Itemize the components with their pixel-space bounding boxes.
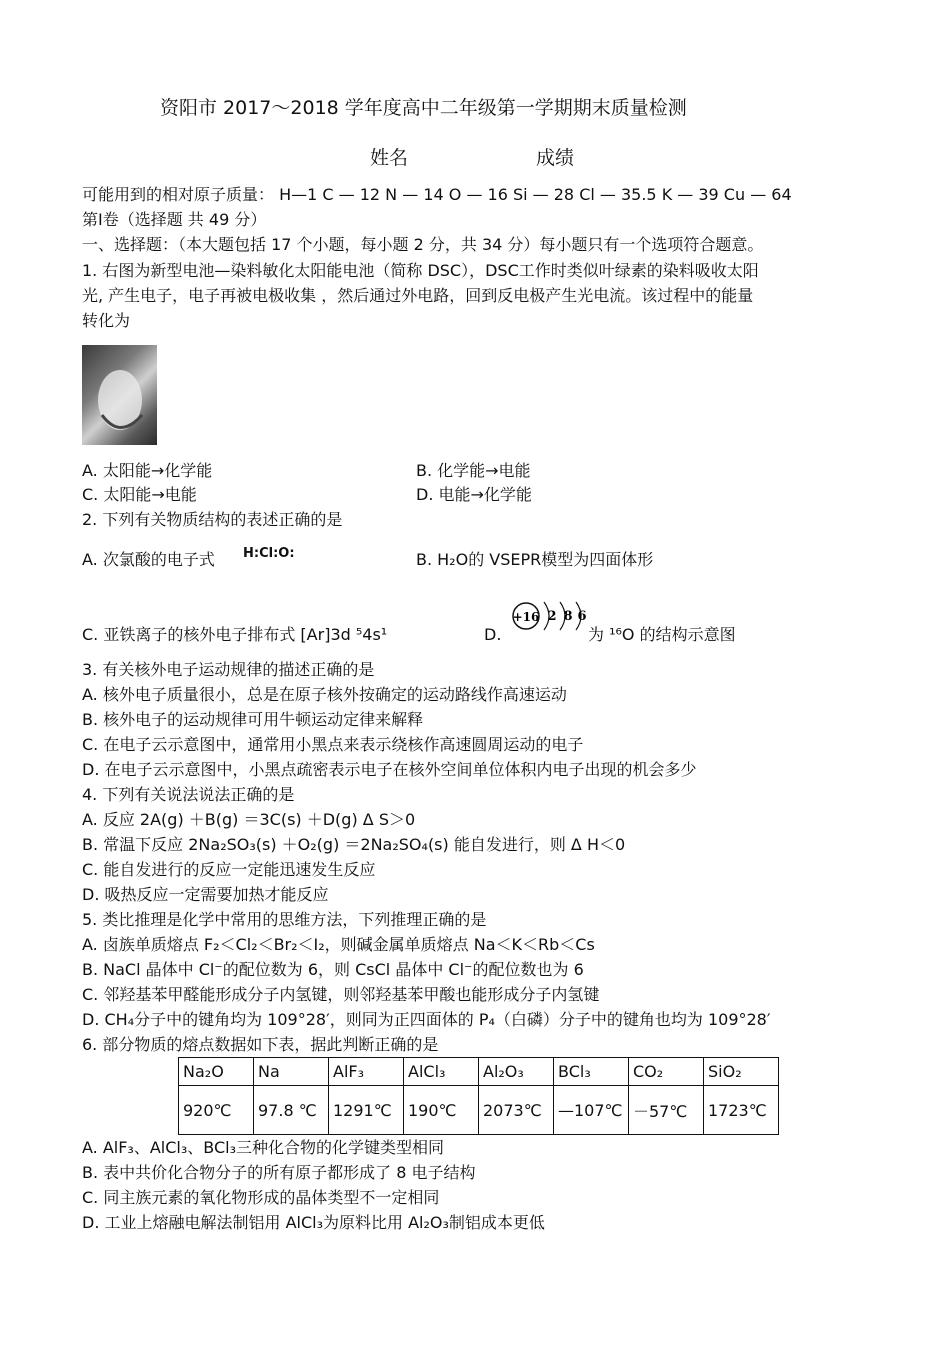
oxygen-structure-diagram [508,596,590,640]
q1-option-d: D. 电能→化学能 [416,485,532,504]
q5-option-d: D. CH₄分子中的键角均为 109°28′，则同为正四面体的 P₄（白磷）分子中的键角也均为 109°28′ [82,1010,771,1029]
table-cell: 97.8 ℃ [254,1086,329,1135]
table-header-cell: AlF₃ [329,1058,404,1086]
part-instructions: 一、选择题：（本大题包括 17 个小题，每小题 2 分，共 34 分）每小题只有一个选项符合题意。 [82,235,764,254]
shell-2: 8 [563,609,573,624]
q6-option-a: A. AlF₃、AlCl₃、BCl₃三种化合物的化学键类型相同 [82,1138,444,1157]
dsc-cell-photo [82,345,157,445]
q2-option-d-tail: 为 ¹⁶O 的结构示意图 [588,625,736,644]
q4-option-c: C. 能自发进行的反应一定能迅速发生反应 [82,860,376,879]
q2-option-d: D. [484,625,502,644]
table-header-cell: BCl₃ [554,1058,629,1086]
table-header-cell: Al₂O₃ [479,1058,554,1086]
table-cell: 2073℃ [479,1086,554,1135]
q6-stem: 6. 部分物质的熔点数据如下表，据此判断正确的是 [82,1035,439,1054]
q4-option-a: A. 反应 2A(g) ＋B(g) ＝3C(s) ＋D(g) Δ S＞0 [82,810,416,829]
table-cell: －57℃ [629,1086,704,1135]
atomic-mass-line: 可能用到的相对原子质量： H—1 C — 12 N — 14 O — 16 Si — 28 Cl — 35.5 K — 39 Cu — 64 [82,185,792,204]
q1-stem-line3: 转化为 [82,311,131,330]
q2-option-a: A. 次氯酸的电子式 [82,550,215,569]
q1-stem-line1: 1. 右图为新型电池—染料敏化太阳能电池（简称 DSC），DSC工作时类似叶绿素的染料吸收太阳 [82,261,759,280]
melting-point-table [178,1057,779,1135]
q5-stem: 5. 类比推理是化学中常用的思维方法，下列推理正确的是 [82,910,487,929]
q4-option-d: D. 吸热反应一定需要加热才能反应 [82,885,329,904]
table-cell: 1291℃ [329,1086,404,1135]
table-header-cell: AlCl₃ [404,1058,479,1086]
table-header-cell: SiO₂ [704,1058,779,1086]
q1-option-a: A. 太阳能→化学能 [82,461,213,480]
q1-option-b: B. 化学能→电能 [416,461,531,480]
q1-option-c: C. 太阳能→电能 [82,485,197,504]
shell-1: 2 [547,609,557,624]
q2-option-b: B. H₂O的 VSEPR模型为四面体形 [416,550,654,569]
table-header-cell: Na [254,1058,329,1086]
hclo-electron-formula: H:Cl:O: [243,546,295,561]
q6-option-d: D. 工业上熔融电解法制铝用 AlCl₃为原料比用 Al₂O₃制铝成本更低 [82,1213,545,1232]
q3-option-b: B. 核外电子的运动规律可用牛顿运动定律来解释 [82,710,424,729]
exam-title: 资阳市 2017～2018 学年度高中二年级第一学期期末质量检测 [160,97,687,119]
q5-option-a: A. 卤族单质熔点 F₂＜Cl₂＜Br₂＜I₂，则碱金属单质熔点 Na＜K＜Rb＜Cs [82,935,595,954]
q6-option-b: B. 表中共价化合物分子的所有原子都形成了 8 电子结构 [82,1163,476,1182]
table-cell: 920℃ [179,1086,254,1135]
nucleus-label: +16 [512,610,540,624]
table-cell: —107℃ [554,1086,629,1135]
table-header-cell: CO₂ [629,1058,704,1086]
table-cell: 1723℃ [704,1086,779,1135]
table-cell: 190℃ [404,1086,479,1135]
q2-stem: 2. 下列有关物质结构的表述正确的是 [82,510,343,529]
q3-option-d: D. 在电子云示意图中，小黑点疏密表示电子在核外空间单位体积内电子出现的机会多少 [82,760,697,779]
name-label: 姓名 [370,147,409,169]
q4-option-b: B. 常温下反应 2Na₂SO₃(s) ＋O₂(g) ＝2Na₂SO₄(s) 能自发进行，则 Δ H＜0 [82,835,626,854]
shell-3: 6 [577,609,587,624]
section-heading: 第Ⅰ卷（选择题 共 49 分） [82,210,267,229]
score-label: 成绩 [536,147,575,169]
q3-option-a: A. 核外电子质量很小，总是在原子核外按确定的运动路线作高速运动 [82,685,567,704]
table-header-cell: Na₂O [179,1058,254,1086]
table-header-row [179,1058,779,1086]
table-row [179,1086,779,1135]
q3-stem: 3. 有关核外电子运动规律的描述正确的是 [82,660,375,679]
q5-option-b: B. NaCl 晶体中 Cl⁻的配位数为 6，则 CsCl 晶体中 Cl⁻的配位数也为 6 [82,960,584,979]
q3-option-c: C. 在电子云示意图中，通常用小黑点来表示绕核作高速圆周运动的电子 [82,735,584,754]
q1-stem-line2: 光, 产生电子，电子再被电极收集 ，然后通过外电路，回到反电极产生光电流。该过程中的能量 [82,286,754,305]
q2-option-c: C. 亚铁离子的核外电子排布式 [Ar]3d ⁵4s¹ [82,625,388,644]
q5-option-c: C. 邻羟基苯甲醛能形成分子内氢键，则邻羟基苯甲酸也能形成分子内氢键 [82,985,600,1004]
q4-stem: 4. 下列有关说法说法正确的是 [82,785,295,804]
q6-option-c: C. 同主族元素的氧化物形成的晶体类型不一定相同 [82,1188,440,1207]
